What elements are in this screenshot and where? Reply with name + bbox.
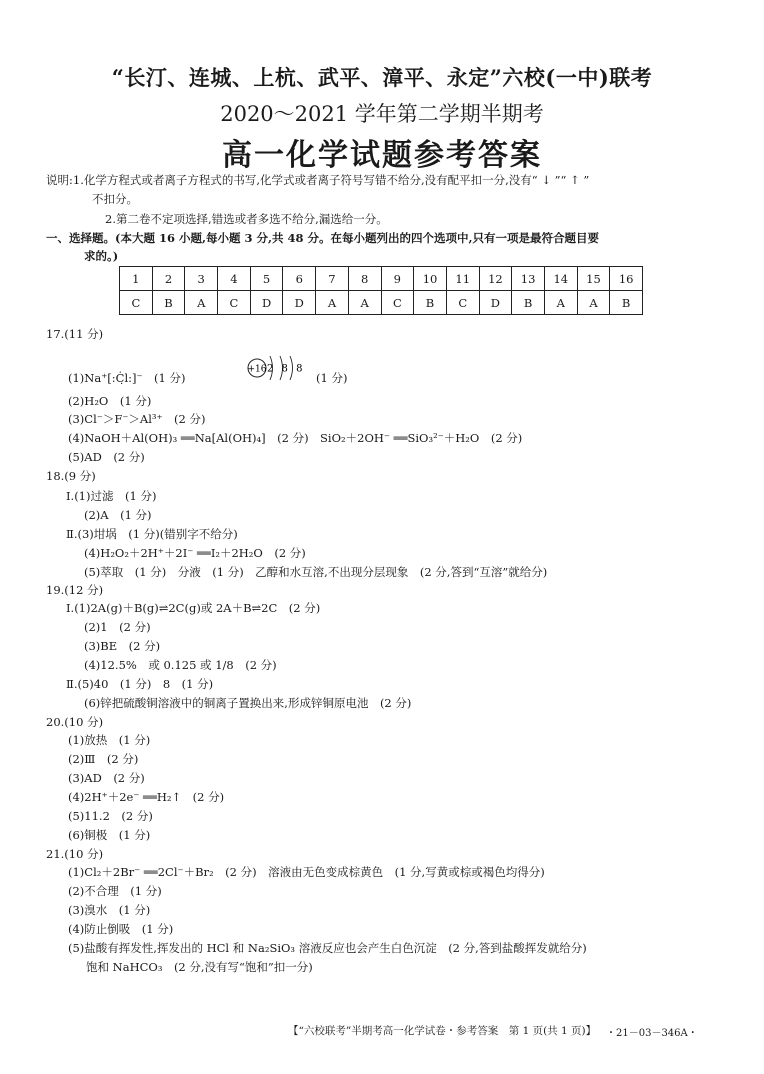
question-number-cell: 8: [348, 267, 381, 291]
answer-cell: B: [512, 291, 545, 315]
question-number-cell: 3: [185, 267, 218, 291]
q17-line-1-score: (1 分): [316, 371, 348, 385]
q20-line-5: (5)11.2 (2 分): [68, 809, 153, 823]
answer-cell: A: [577, 291, 610, 315]
q17-heading: 17.(11 分): [46, 327, 104, 341]
question-number-cell: 5: [250, 267, 283, 291]
answer-cell: B: [414, 291, 447, 315]
question-number-cell: 7: [316, 267, 349, 291]
q19-line-4: (4)12.5% 或 0.125 或 1/8 (2 分): [84, 658, 277, 672]
answer-cell: D: [283, 291, 316, 315]
q21-line-3: (3)溴水 (1 分): [68, 903, 151, 917]
answer-cell: D: [479, 291, 512, 315]
answer-cell: A: [185, 291, 218, 315]
q21-heading: 21.(10 分): [46, 847, 104, 861]
q19-line-1: Ⅰ.(1)2A(g)＋B(g)⇌2C(g)或 2A＋B⇌2C (2 分): [66, 601, 321, 615]
answer-table-number-row: [120, 267, 643, 291]
footer-page-info: 【“六校联考”半期考高一化学试卷・参考答案 第 1 页(共 1 页)】: [288, 1025, 597, 1037]
q20-heading: 20.(10 分): [46, 715, 104, 729]
q21-line-2: (2)不合理 (1 分): [68, 884, 162, 898]
answer-cell: D: [250, 291, 283, 315]
question-number-cell: 14: [544, 267, 577, 291]
q17-line-3: (3)Cl⁻＞F⁻＞Al³⁺ (2 分): [68, 412, 206, 426]
q21-line-5: (5)盐酸有挥发性,挥发出的 HCl 和 Na₂SiO₃ 溶液反应也会产生白色沉淀 (2 分,答到盐酸挥发就给分): [68, 941, 587, 955]
q21-line-1: (1)Cl₂＋2Br⁻ ══2Cl⁻＋Br₂ (2 分) 溶液由无色变成棕黄色 (1 分,写黄或棕或褐色均得分): [68, 865, 545, 879]
section-1-heading: 一、选择题。(本大题 16 小题,每小题 3 分,共 48 分。在每小题列出的四个选项中,只有一项是最符合题目要: [46, 231, 599, 245]
q20-line-1: (1)放热 (1 分): [68, 733, 151, 747]
q20-line-6: (6)铜极 (1 分): [68, 828, 151, 842]
q19-heading: 19.(12 分): [46, 583, 104, 597]
note-2: 2.第二卷不定项选择,错选或者多选不给分,漏选给一分。: [105, 212, 388, 226]
section-1-heading-cont: 求的。): [84, 249, 119, 263]
q18-line-1: Ⅰ.(1)过滤 (1 分): [66, 489, 157, 503]
q18-heading: 18.(9 分): [46, 469, 96, 483]
q20-line-4: (4)2H⁺＋2e⁻ ══H₂↑ (2 分): [68, 790, 225, 804]
q17-line-5: (5)AD (2 分): [68, 450, 145, 464]
q19-line-6: (6)锌把硫酸铜溶液中的铜离子置换出来,形成锌铜原电池 (2 分): [84, 696, 412, 710]
note-1: 说明:1.化学方程式或者离子方程式的书写,化学式或者离子符号写错不给分,没有配平扣一分,没有“ ↓ ”“ ↑ ”: [46, 173, 590, 187]
question-number-cell: 1: [120, 267, 153, 291]
q19-line-3: (3)BE (2 分): [84, 639, 161, 653]
answer-cell: B: [152, 291, 185, 315]
q18-line-5: (5)萃取 (1 分) 分液 (1 分) 乙醇和水互溶,不出现分层现象 (2 分,答到“互溶”就给分): [84, 565, 548, 579]
answer-cell: C: [218, 291, 251, 315]
document-title: 高一化学试题参考答案: [222, 138, 542, 173]
question-number-cell: 9: [381, 267, 414, 291]
q19-line-5: Ⅱ.(5)40 (1 分) 8 (1 分): [66, 677, 214, 691]
exam-union-title: “长汀、连城、上杭、武平、漳平、永定”六校(一中)联考: [111, 65, 653, 90]
question-number-cell: 11: [446, 267, 479, 291]
answer-table-answer-row: [120, 291, 643, 315]
answer-cell: C: [381, 291, 414, 315]
q18-line-4: (4)H₂O₂＋2H⁺＋2I⁻ ══I₂＋2H₂O (2 分): [84, 546, 306, 560]
question-number-cell: 15: [577, 267, 610, 291]
answer-cell: B: [610, 291, 643, 315]
question-number-cell: 10: [414, 267, 447, 291]
nucleus-label: +16: [247, 364, 267, 375]
q20-line-3: (3)AD (2 分): [68, 771, 145, 785]
question-number-cell: 6: [283, 267, 316, 291]
answer-cell: A: [348, 291, 381, 315]
q21-line-4: (4)防止倒吸 (1 分): [68, 922, 174, 936]
answer-cell: C: [446, 291, 479, 315]
q17-line-2: (2)H₂O (1 分): [68, 394, 152, 408]
answer-cell: A: [316, 291, 349, 315]
q19-line-2: (2)1 (2 分): [84, 620, 151, 634]
q18-line-3: Ⅱ.(3)坩埚 (1 分)(错别字不给分): [66, 527, 238, 541]
q18-line-2: (2)A (1 分): [84, 508, 152, 522]
answer-table: [119, 266, 643, 315]
question-number-cell: 16: [610, 267, 643, 291]
question-number-cell: 12: [479, 267, 512, 291]
q21-line-6: 饱和 NaHCO₃ (2 分,没有写“饱和”扣一分): [86, 960, 313, 974]
answer-cell: C: [120, 291, 153, 315]
shell-electrons: 2 8 8: [267, 363, 305, 375]
note-1-cont: 不扣分。: [92, 192, 138, 206]
q17-line-4: (4)NaOH＋Al(OH)₃ ══Na[Al(OH)₄] (2 分) SiO₂＋2OH⁻ ══SiO₃²⁻＋H₂O (2 分): [68, 431, 523, 445]
q17-line-1: (1)Na⁺[:Ċ̣l:]⁻ (1 分): [68, 371, 186, 385]
question-number-cell: 2: [152, 267, 185, 291]
question-number-cell: 4: [218, 267, 251, 291]
q20-line-2: (2)Ⅲ (2 分): [68, 752, 139, 766]
question-number-cell: 13: [512, 267, 545, 291]
answer-cell: A: [544, 291, 577, 315]
exam-term-title: 2020～2021 学年第二学期半期考: [220, 102, 544, 126]
footer-code: ・21－03－346A・: [606, 1028, 698, 1039]
